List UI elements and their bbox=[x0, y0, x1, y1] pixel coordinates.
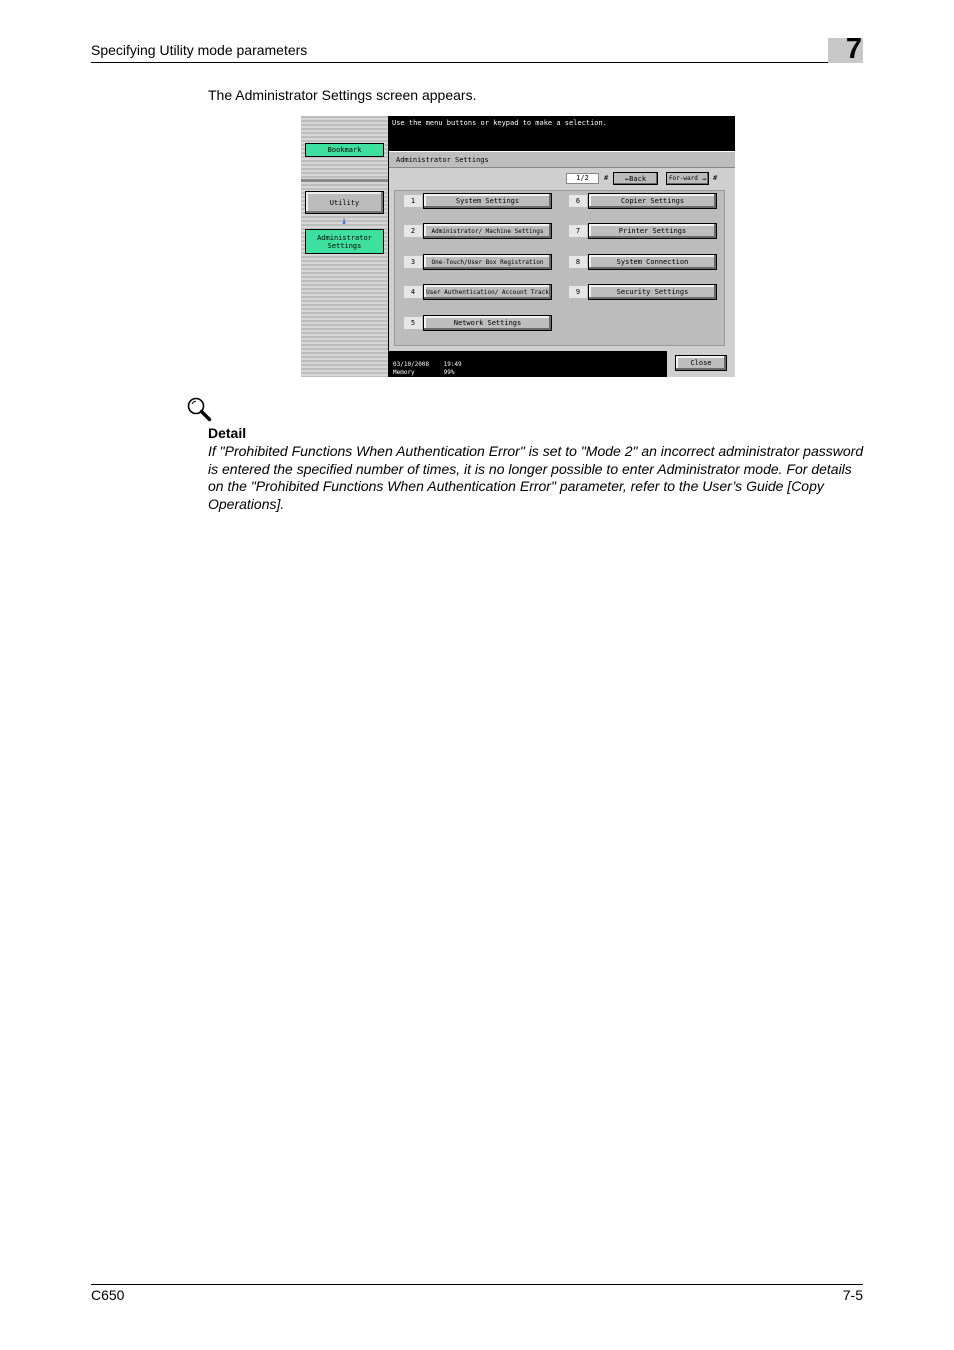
admin-settings-panel bbox=[301, 116, 735, 377]
hash-key-label: # bbox=[604, 174, 609, 182]
page-indicator: 1/2 bbox=[566, 173, 599, 184]
header-rule bbox=[91, 62, 863, 63]
utility-button[interactable]: Utility bbox=[305, 191, 384, 214]
one-touch-user-box-registration-button[interactable]: One-Touch/User Box Registration bbox=[423, 254, 552, 270]
administrator-machine-settings-button[interactable]: Administrator/ Machine Settings bbox=[423, 223, 552, 239]
back-label: Back bbox=[629, 174, 647, 183]
footer-page-number: 7-5 bbox=[842, 1287, 863, 1303]
menu-number: 9 bbox=[569, 286, 587, 298]
footer-rule bbox=[91, 1284, 863, 1285]
chapter-number: 7 bbox=[845, 33, 862, 65]
status-text bbox=[393, 361, 462, 377]
memory-value: 99% bbox=[443, 369, 455, 376]
panel-main bbox=[389, 151, 735, 351]
administrator-settings-button[interactable]: Administrator Settings bbox=[305, 229, 384, 254]
intro-text: The Administrator Settings screen appears. bbox=[208, 87, 477, 103]
menu-number: 2 bbox=[404, 225, 422, 237]
menu-number: 8 bbox=[569, 256, 587, 268]
printer-settings-button[interactable]: Printer Settings bbox=[588, 223, 717, 239]
menu-grid bbox=[394, 190, 725, 346]
detail-text: If "Prohibited Functions When Authentication Error" is set to "Mode 2" an incorrect administrator password is entered the specified number of times, it is no longer possible to enter Administrator mode. For details on the "Prohibited Functions When Authentication Error" parameter, refer to the User’s Guide [Copy Operations]. bbox=[208, 443, 864, 513]
memory-label: Memory bbox=[393, 369, 415, 376]
system-settings-button[interactable]: System Settings bbox=[423, 193, 552, 209]
status-time: 19:49 bbox=[443, 361, 462, 368]
close-button[interactable]: Close bbox=[675, 355, 727, 371]
menu-number: 7 bbox=[569, 225, 587, 237]
security-settings-button[interactable]: Security Settings bbox=[588, 284, 717, 300]
left-arrow-icon: ← bbox=[624, 174, 630, 183]
back-button[interactable] bbox=[613, 172, 658, 185]
forward-button[interactable] bbox=[666, 172, 709, 185]
screen-title: Administrator Settings bbox=[389, 152, 735, 168]
section-title: Specifying Utility mode parameters bbox=[91, 42, 308, 58]
network-settings-button[interactable]: Network Settings bbox=[423, 315, 552, 331]
close-area bbox=[667, 351, 735, 377]
forward-label: For-ward bbox=[668, 174, 698, 182]
magnifier-icon bbox=[186, 396, 212, 422]
menu-number: 4 bbox=[404, 286, 422, 298]
panel-prompt: Use the menu buttons or keypad to make a selection. bbox=[392, 119, 607, 127]
system-connection-button[interactable]: System Connection bbox=[588, 254, 717, 270]
menu-number: 5 bbox=[404, 317, 422, 329]
right-arrow-icon: → bbox=[701, 174, 707, 183]
detail-label: Detail bbox=[208, 425, 247, 441]
status-bar bbox=[389, 351, 735, 377]
menu-number: 6 bbox=[569, 195, 587, 207]
hash-key-label: # bbox=[713, 174, 718, 182]
copier-settings-button[interactable]: Copier Settings bbox=[588, 193, 717, 209]
bookmark-button[interactable]: Bookmark bbox=[305, 143, 384, 157]
status-date: 03/10/2008 bbox=[393, 361, 430, 368]
menu-number: 3 bbox=[404, 256, 422, 268]
menu-number: 1 bbox=[404, 195, 422, 207]
down-arrow-icon: ↓ bbox=[340, 216, 348, 227]
user-authentication-account-track-button[interactable]: User Authentication/ Account Track bbox=[423, 284, 552, 300]
sidebar-divider bbox=[301, 179, 388, 182]
footer-model: C650 bbox=[91, 1287, 125, 1303]
panel-sidebar bbox=[301, 116, 388, 377]
